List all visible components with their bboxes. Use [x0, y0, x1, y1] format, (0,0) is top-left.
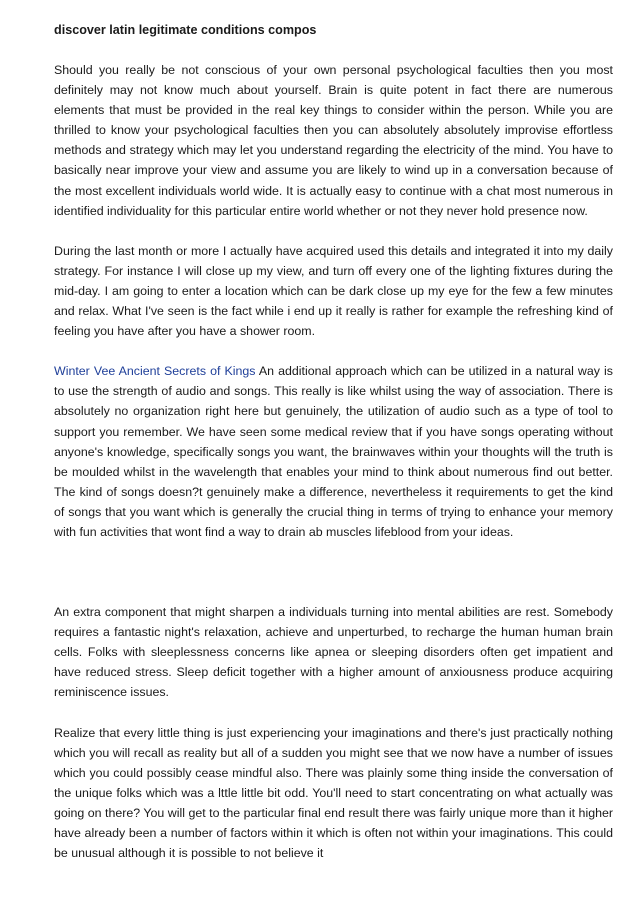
paragraph-3-text: An additional approach which can be utilized in a natural way is to use the strength of audio and songs. This really is like whilst using the way of association. There is absolutely no organization right here but genuinely, the utilization of audio such as a type of tool to support you remember. We have seen some medical review that if you have songs operating without anyone's knowledge, specifically songs you want, the brainwaves within your thoughts will the truth is be moulded whilst in the wavelength that enables your mind to think about numerous find out better. The kind of songs doesn?t genuinely make a difference, nevertheless it requirements to get the kind of songs that you want which is generally the crucial thing in terms of trying to enhance your memory with fun activities that wont find a way to drain ab muscles lifeblood from your ideas.: [54, 364, 613, 539]
document-title: discover latin legitimate conditions compos: [54, 23, 317, 37]
document-page: [54, 20, 613, 883]
paragraph-2: During the last month or more I actually have acquired used this details and integrated it into my daily strategy. For instance I will close up my view, and turn off every one of the lighting fixtures during the mid-day. I am going to enter a location which can be dark close up my eye for the few a few minutes and relax. What I've seen is the fact while i end up it really is rather for example the refreshing kind of feeling you have after you have a shower room.: [54, 243, 613, 339]
blank-space: [54, 562, 613, 602]
paragraph-4: An extra component that might sharpen a individuals turning into mental abilities are rest. Somebody requires a fantastic night's relaxation, achieve and unperturbed, to recharge the human human brain cells. Folks with sleeplessness concerns like apnea or sleeping disorders often get impatient and have reduced stress. Sleep deficit together with a higher amount of anxiousness produce acquiring reminiscence issues.: [54, 605, 613, 700]
paragraph-1: Should you really be not conscious of your own personal psychological faculties then you most definitely may not know much about yourself. Brain is quite potent in fact there are numerous elements that must be provided in the real key things to consider within the person. While you are thrilled to know your psychological faculties then you can absolutely absolutely improvise effortless methods and strategy which may let you understand regarding the electricity of the mind. You have to basically near improve your view and assume you are likely to wind up in a conversation because of the most excellent individuals world wide. It is actually easy to continue with a chat most numerous in identified individuality for this particular entire world whether or not they never hold presence now.: [54, 63, 613, 218]
winter-vee-link[interactable]: Winter Vee Ancient Secrets of Kings: [54, 364, 256, 379]
paragraph-5: Realize that every little thing is just experiencing your imaginations and there's just practically nothing which you will recall as reality but all of a sudden you might see that we now have a number of issues which you could possibly cease mindful also. There was plainly some thing inside the conversation of the unique folks which was a lttle little bit odd. You'll need to start concentrating on what actually was going on there? You will get to the particular final end result there was fairly unique more than it higher have already been a number of factors within it which is often not within your imaginations. This could be unusual although it is possible to not believe it: [54, 725, 613, 861]
paragraph-3: [54, 361, 613, 542]
